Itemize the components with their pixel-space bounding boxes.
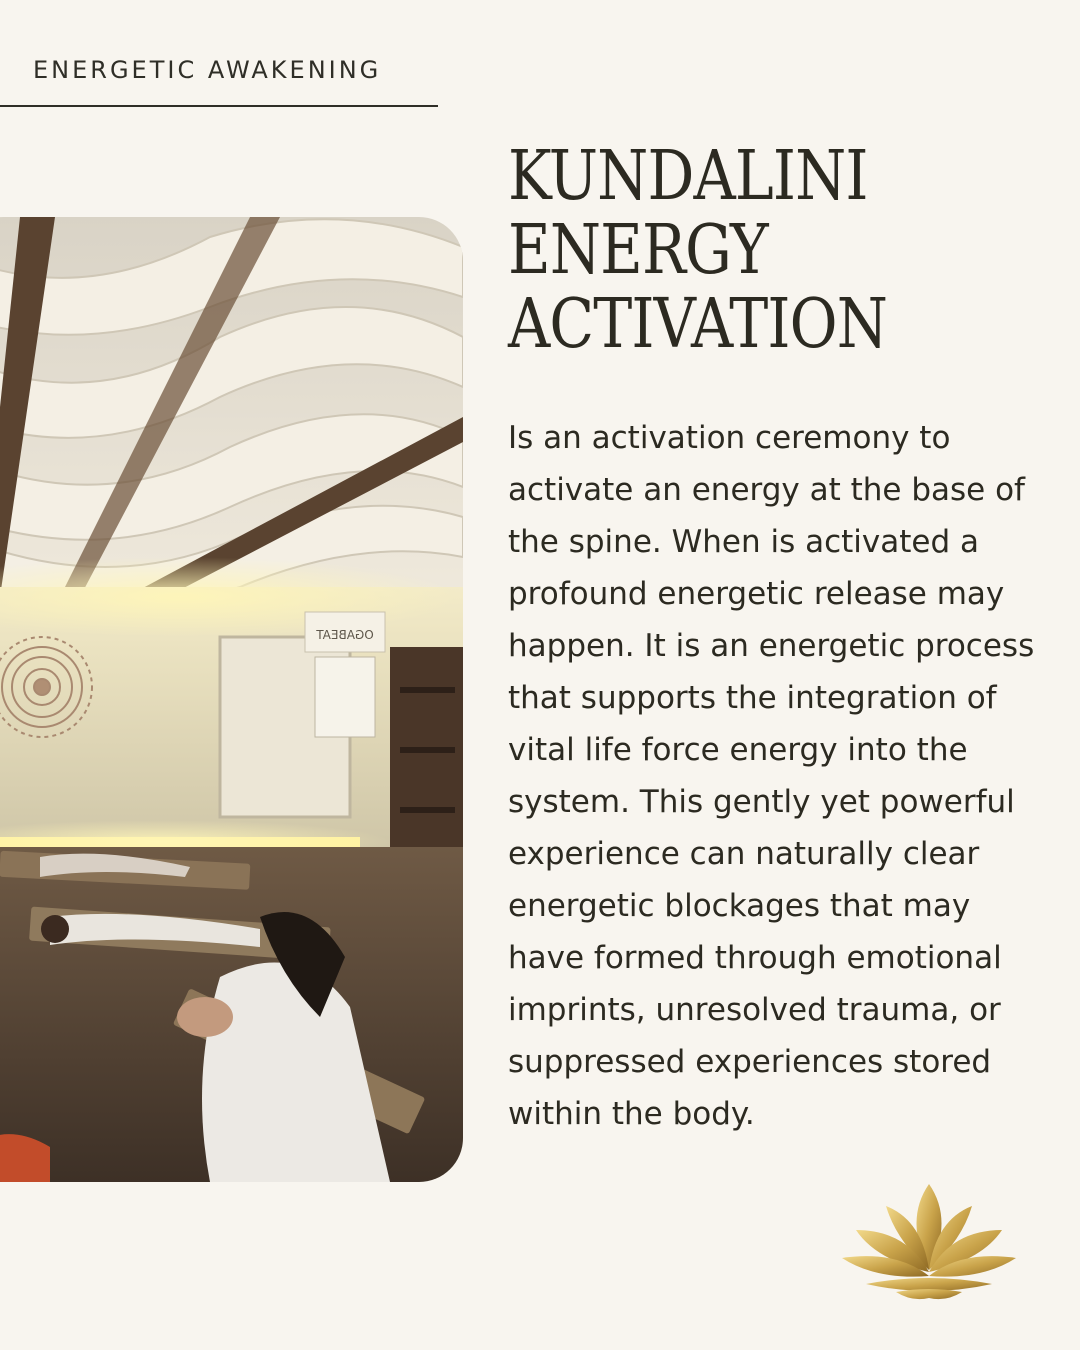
studio-photo [0, 217, 463, 1182]
title-line: ACTIVATION [508, 285, 888, 364]
kicker-divider [0, 105, 438, 107]
section-kicker: ENERGETIC AWAKENING [33, 56, 382, 84]
title-line: ENERGY [508, 211, 768, 290]
page-title [508, 137, 972, 364]
lotus-icon [836, 1180, 1022, 1304]
studio-sign: OGABEAT [316, 628, 374, 642]
description-paragraph: Is an activation ceremony to activate an energy at the base of the spine. When is activated a profound energetic release may happen. It is an energetic process that supports the integration of vital life force energy into the system. This gently yet powerful experience can naturally clear energetic blockages that may have formed through emotional imprints, unresolved trauma, or suppressed experiences stored within the body. [508, 420, 1035, 1132]
title-line: KUNDALINI [508, 137, 868, 216]
